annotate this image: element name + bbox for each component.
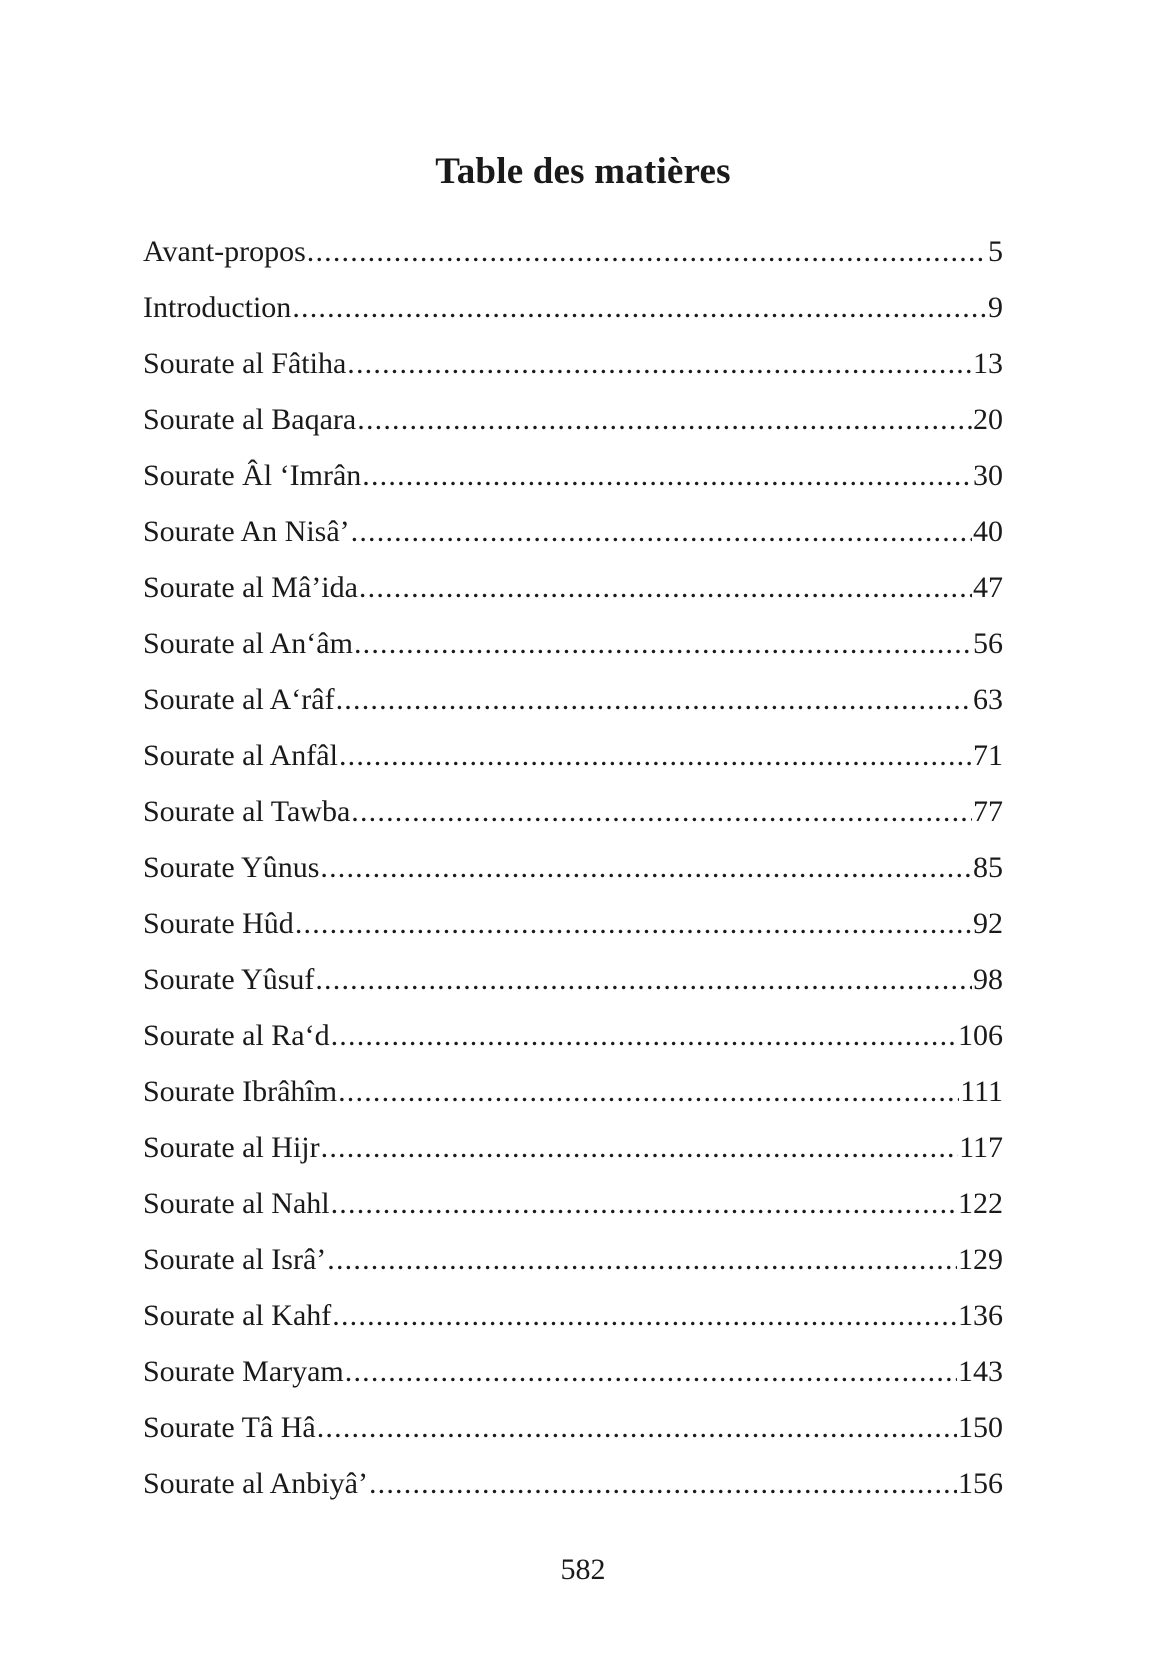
toc-entry — [143, 736, 1003, 792]
toc-entry-page: 40 — [973, 515, 1003, 548]
toc-entry-label: Sourate al Anbiyâ’ — [143, 1467, 368, 1500]
toc-entry-label: Introduction — [143, 291, 292, 324]
dot-leader — [327, 1240, 957, 1280]
toc-entry-page: 30 — [973, 459, 1003, 492]
toc-entry-label: Sourate al A‘râf — [143, 683, 335, 716]
toc-entry-page: 106 — [958, 1019, 1003, 1052]
dot-leader — [347, 344, 972, 384]
dot-leader — [295, 904, 972, 944]
dot-leader — [357, 400, 972, 440]
toc-entry — [143, 232, 1003, 288]
toc-entry-label: Avant-propos — [143, 235, 306, 268]
dot-leader — [359, 568, 972, 608]
toc-entry — [143, 1016, 1003, 1072]
toc-entry — [143, 344, 1003, 400]
dot-leader — [321, 1128, 958, 1168]
toc-entry-page: 47 — [973, 571, 1003, 604]
toc-entry-label: Sourate al Anfâl — [143, 739, 338, 772]
toc-entry-label: Sourate Tâ Hâ — [143, 1411, 316, 1444]
toc-entry-page: 122 — [958, 1187, 1003, 1220]
toc-entry-label: Sourate Âl ‘Imrân — [143, 459, 362, 492]
toc-entry-page: 20 — [973, 403, 1003, 436]
dot-leader — [351, 792, 972, 832]
toc-entry-page: 156 — [958, 1467, 1003, 1500]
toc-entry-page: 143 — [958, 1355, 1003, 1388]
toc-entry-page: 129 — [958, 1243, 1003, 1276]
toc-entry-label: Sourate Ibrâhîm — [143, 1075, 338, 1108]
toc-entry — [143, 1072, 1003, 1128]
dot-leader — [331, 1184, 957, 1224]
toc-entry-page: 117 — [959, 1131, 1003, 1164]
toc-entry-label: Sourate al Nahl — [143, 1187, 330, 1220]
toc-entry-label: Sourate Maryam — [143, 1355, 344, 1388]
toc-entry — [143, 792, 1003, 848]
toc-entry — [143, 1128, 1003, 1184]
toc-entry-label: Sourate al Hijr — [143, 1131, 320, 1164]
toc-entry — [143, 1240, 1003, 1296]
dot-leader — [354, 624, 972, 664]
toc-entry-label: Sourate Hûd — [143, 907, 294, 940]
toc-entry-page: 13 — [973, 347, 1003, 380]
dot-leader — [362, 456, 972, 496]
toc-entry-page: 85 — [973, 851, 1003, 884]
dot-leader — [315, 960, 972, 1000]
toc-entry — [143, 1184, 1003, 1240]
toc-entry — [143, 960, 1003, 1016]
toc-entry — [143, 456, 1003, 512]
table-of-contents — [143, 232, 1003, 1520]
dot-leader — [331, 1016, 957, 1056]
dot-leader — [292, 288, 987, 328]
dot-leader — [339, 736, 972, 776]
toc-entry — [143, 1464, 1003, 1520]
toc-entry-label: Sourate An Nisâ’ — [143, 515, 350, 548]
dot-leader — [345, 1352, 957, 1392]
dot-leader — [307, 232, 987, 272]
toc-entry — [143, 568, 1003, 624]
dot-leader — [332, 1296, 957, 1336]
toc-entry-label: Sourate al Ra‘d — [143, 1019, 330, 1052]
toc-entry — [143, 624, 1003, 680]
page-title: Table des matières — [435, 150, 731, 192]
dot-leader — [336, 680, 972, 720]
dot-leader — [369, 1464, 957, 1504]
toc-entry — [143, 904, 1003, 960]
toc-entry-page: 77 — [973, 795, 1003, 828]
toc-entry — [143, 1352, 1003, 1408]
toc-entry-page: 63 — [973, 683, 1003, 716]
page-number: 582 — [560, 1553, 606, 1586]
toc-entry-page: 98 — [973, 963, 1003, 996]
toc-entry — [143, 288, 1003, 344]
toc-entry — [143, 400, 1003, 456]
dot-leader — [338, 1072, 959, 1112]
toc-entry-label: Sourate al Baqara — [143, 403, 357, 436]
dot-leader — [351, 512, 972, 552]
toc-entry-label: Sourate al Tawba — [143, 795, 351, 828]
toc-entry-page: 9 — [988, 291, 1003, 324]
toc-entry-page: 150 — [958, 1411, 1003, 1444]
toc-entry-label: Sourate al Fâtiha — [143, 347, 347, 380]
toc-entry-label: Sourate al Isrâ’ — [143, 1243, 327, 1276]
toc-entry-label: Sourate Yûnus — [143, 851, 320, 884]
toc-entry-label: Sourate al Kahf — [143, 1299, 332, 1332]
toc-entry-label: Sourate Yûsuf — [143, 963, 315, 996]
toc-entry — [143, 1408, 1003, 1464]
toc-entry-page: 136 — [958, 1299, 1003, 1332]
toc-entry-page: 111 — [960, 1075, 1003, 1108]
toc-entry-page: 92 — [973, 907, 1003, 940]
toc-entry-page: 5 — [988, 235, 1003, 268]
dot-leader — [320, 848, 972, 888]
dot-leader — [317, 1408, 957, 1448]
toc-entry — [143, 680, 1003, 736]
toc-entry — [143, 1296, 1003, 1352]
toc-entry-page: 56 — [973, 627, 1003, 660]
toc-entry — [143, 848, 1003, 904]
toc-entry — [143, 512, 1003, 568]
toc-entry-label: Sourate al Mâ’ida — [143, 571, 358, 604]
toc-entry-page: 71 — [973, 739, 1003, 772]
toc-entry-label: Sourate al An‘âm — [143, 627, 353, 660]
